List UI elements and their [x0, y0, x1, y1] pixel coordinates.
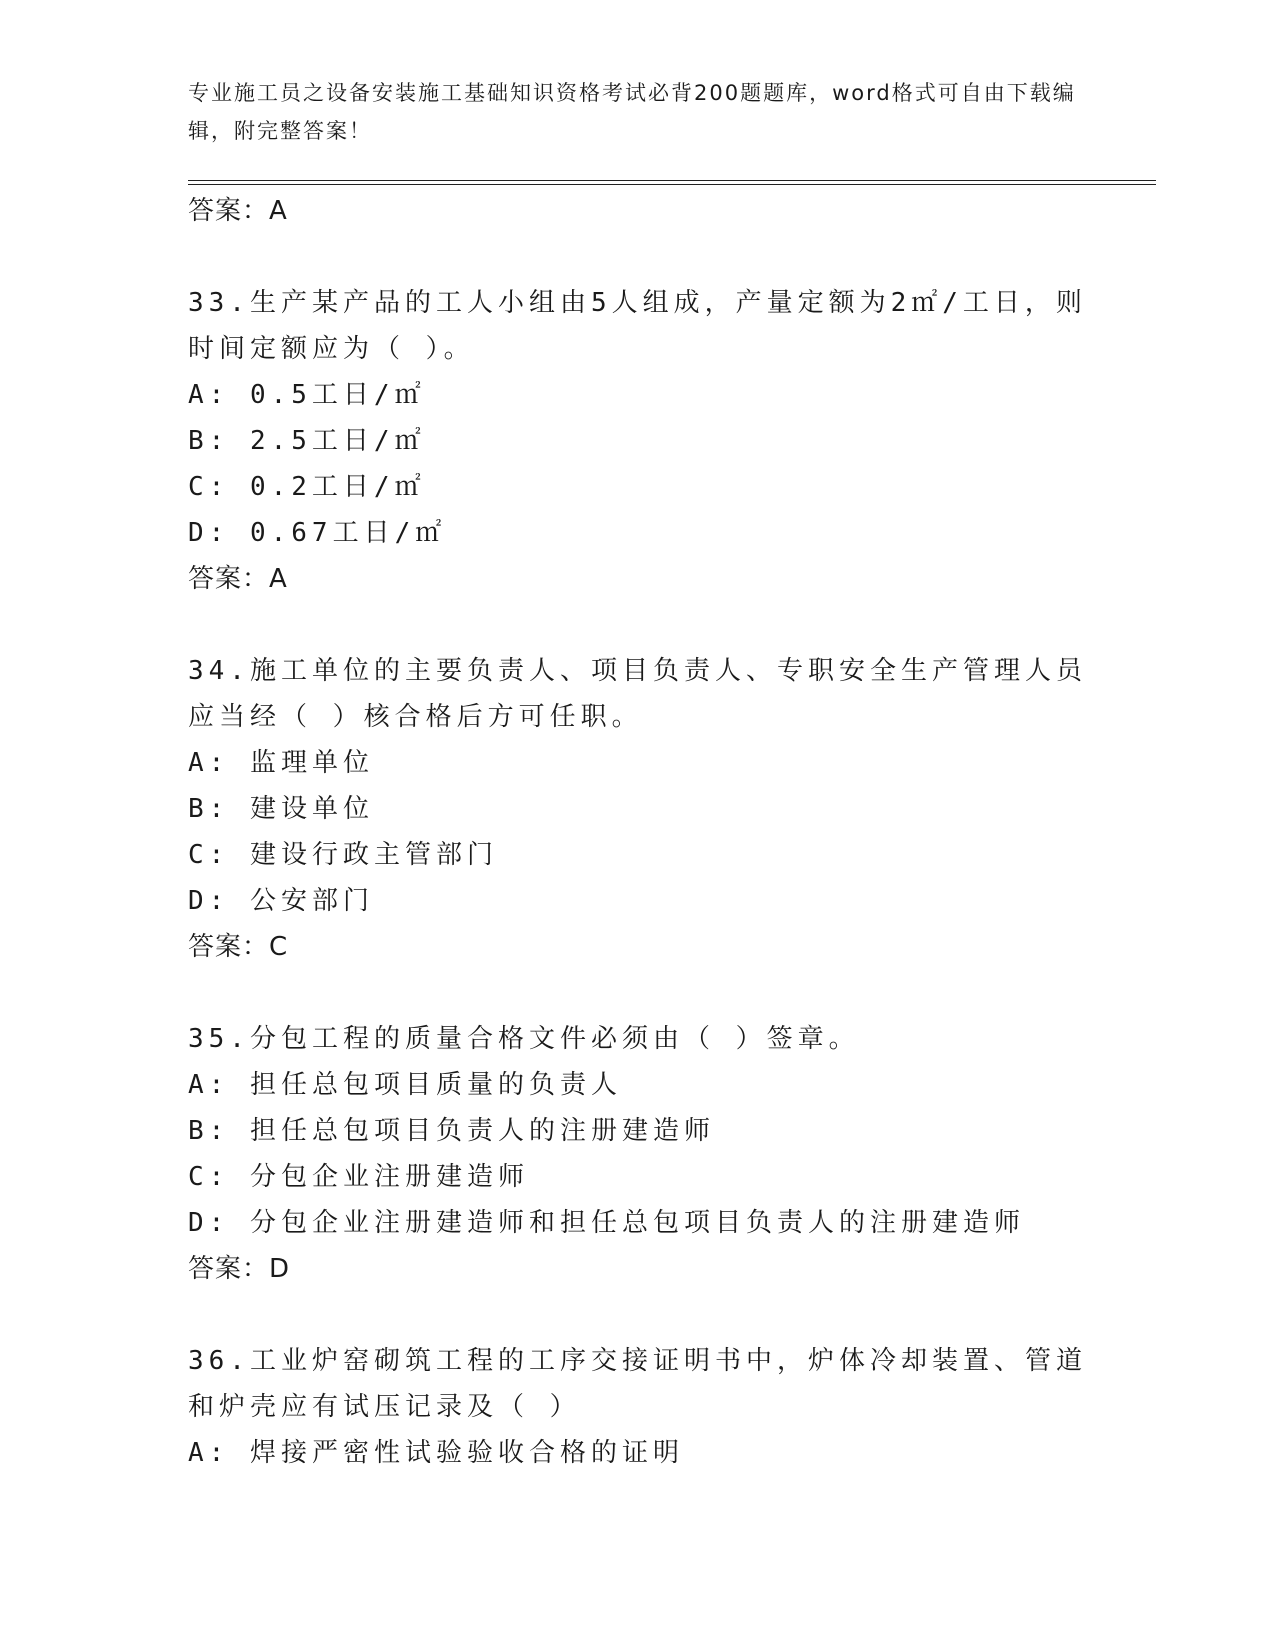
- option-a: A: 担任总包项目质量的负责人: [188, 1070, 622, 1100]
- option-c: C: 分包企业注册建造师: [188, 1162, 529, 1192]
- option-a: A: 0.5工日/㎡: [188, 380, 426, 410]
- option-c: C: 0.2工日/㎡: [188, 472, 426, 502]
- option-b: B: 建设单位: [188, 794, 374, 824]
- document-header: 专业施工员之设备安装施工基础知识资格考试必背200题题库，word格式可自由下载编辑，附完整答案！: [188, 81, 1076, 143]
- question-text: 33.生产某产品的工人小组由5人组成，产量定额为2㎡/工日，则时间定额应为（ ）。: [188, 288, 1087, 364]
- header-divider-double: [188, 184, 1156, 185]
- option-d: D: 0.67工日/㎡: [188, 518, 447, 548]
- option-a: A: 监理单位: [188, 748, 374, 778]
- option-d: D: 分包企业注册建造师和担任总包项目负责人的注册建造师: [188, 1208, 1025, 1238]
- question-block-34: [188, 648, 1148, 970]
- header-divider: [188, 180, 1156, 181]
- option-b: B: 2.5工日/㎡: [188, 426, 426, 456]
- question-block-36: [188, 1338, 1148, 1476]
- answer-line: 答案：A: [188, 196, 288, 226]
- answer-line: 答案：A: [188, 564, 288, 594]
- option-a: A: 焊接严密性试验验收合格的证明: [188, 1438, 684, 1468]
- option-b: B: 担任总包项目负责人的注册建造师: [188, 1116, 715, 1146]
- question-block-33: [188, 280, 1148, 602]
- answer-line: 答案：C: [188, 932, 289, 962]
- answer-line: 答案：D: [188, 1254, 291, 1284]
- option-c: C: 建设行政主管部门: [188, 840, 498, 870]
- option-d: D: 公安部门: [188, 886, 374, 916]
- question-text: 36.工业炉窑砌筑工程的工序交接证明书中，炉体冷却装置、管道和炉壳应有试压记录及（ ）: [188, 1346, 1087, 1422]
- question-block-35: [188, 1016, 1148, 1292]
- question-list: [188, 188, 1148, 1476]
- question-text: 35.分包工程的质量合格文件必须由（ ）签章。: [188, 1024, 860, 1054]
- question-text: 34.施工单位的主要负责人、项目负责人、专职安全生产管理人员应当经（ ）核合格后方可任职。: [188, 656, 1087, 732]
